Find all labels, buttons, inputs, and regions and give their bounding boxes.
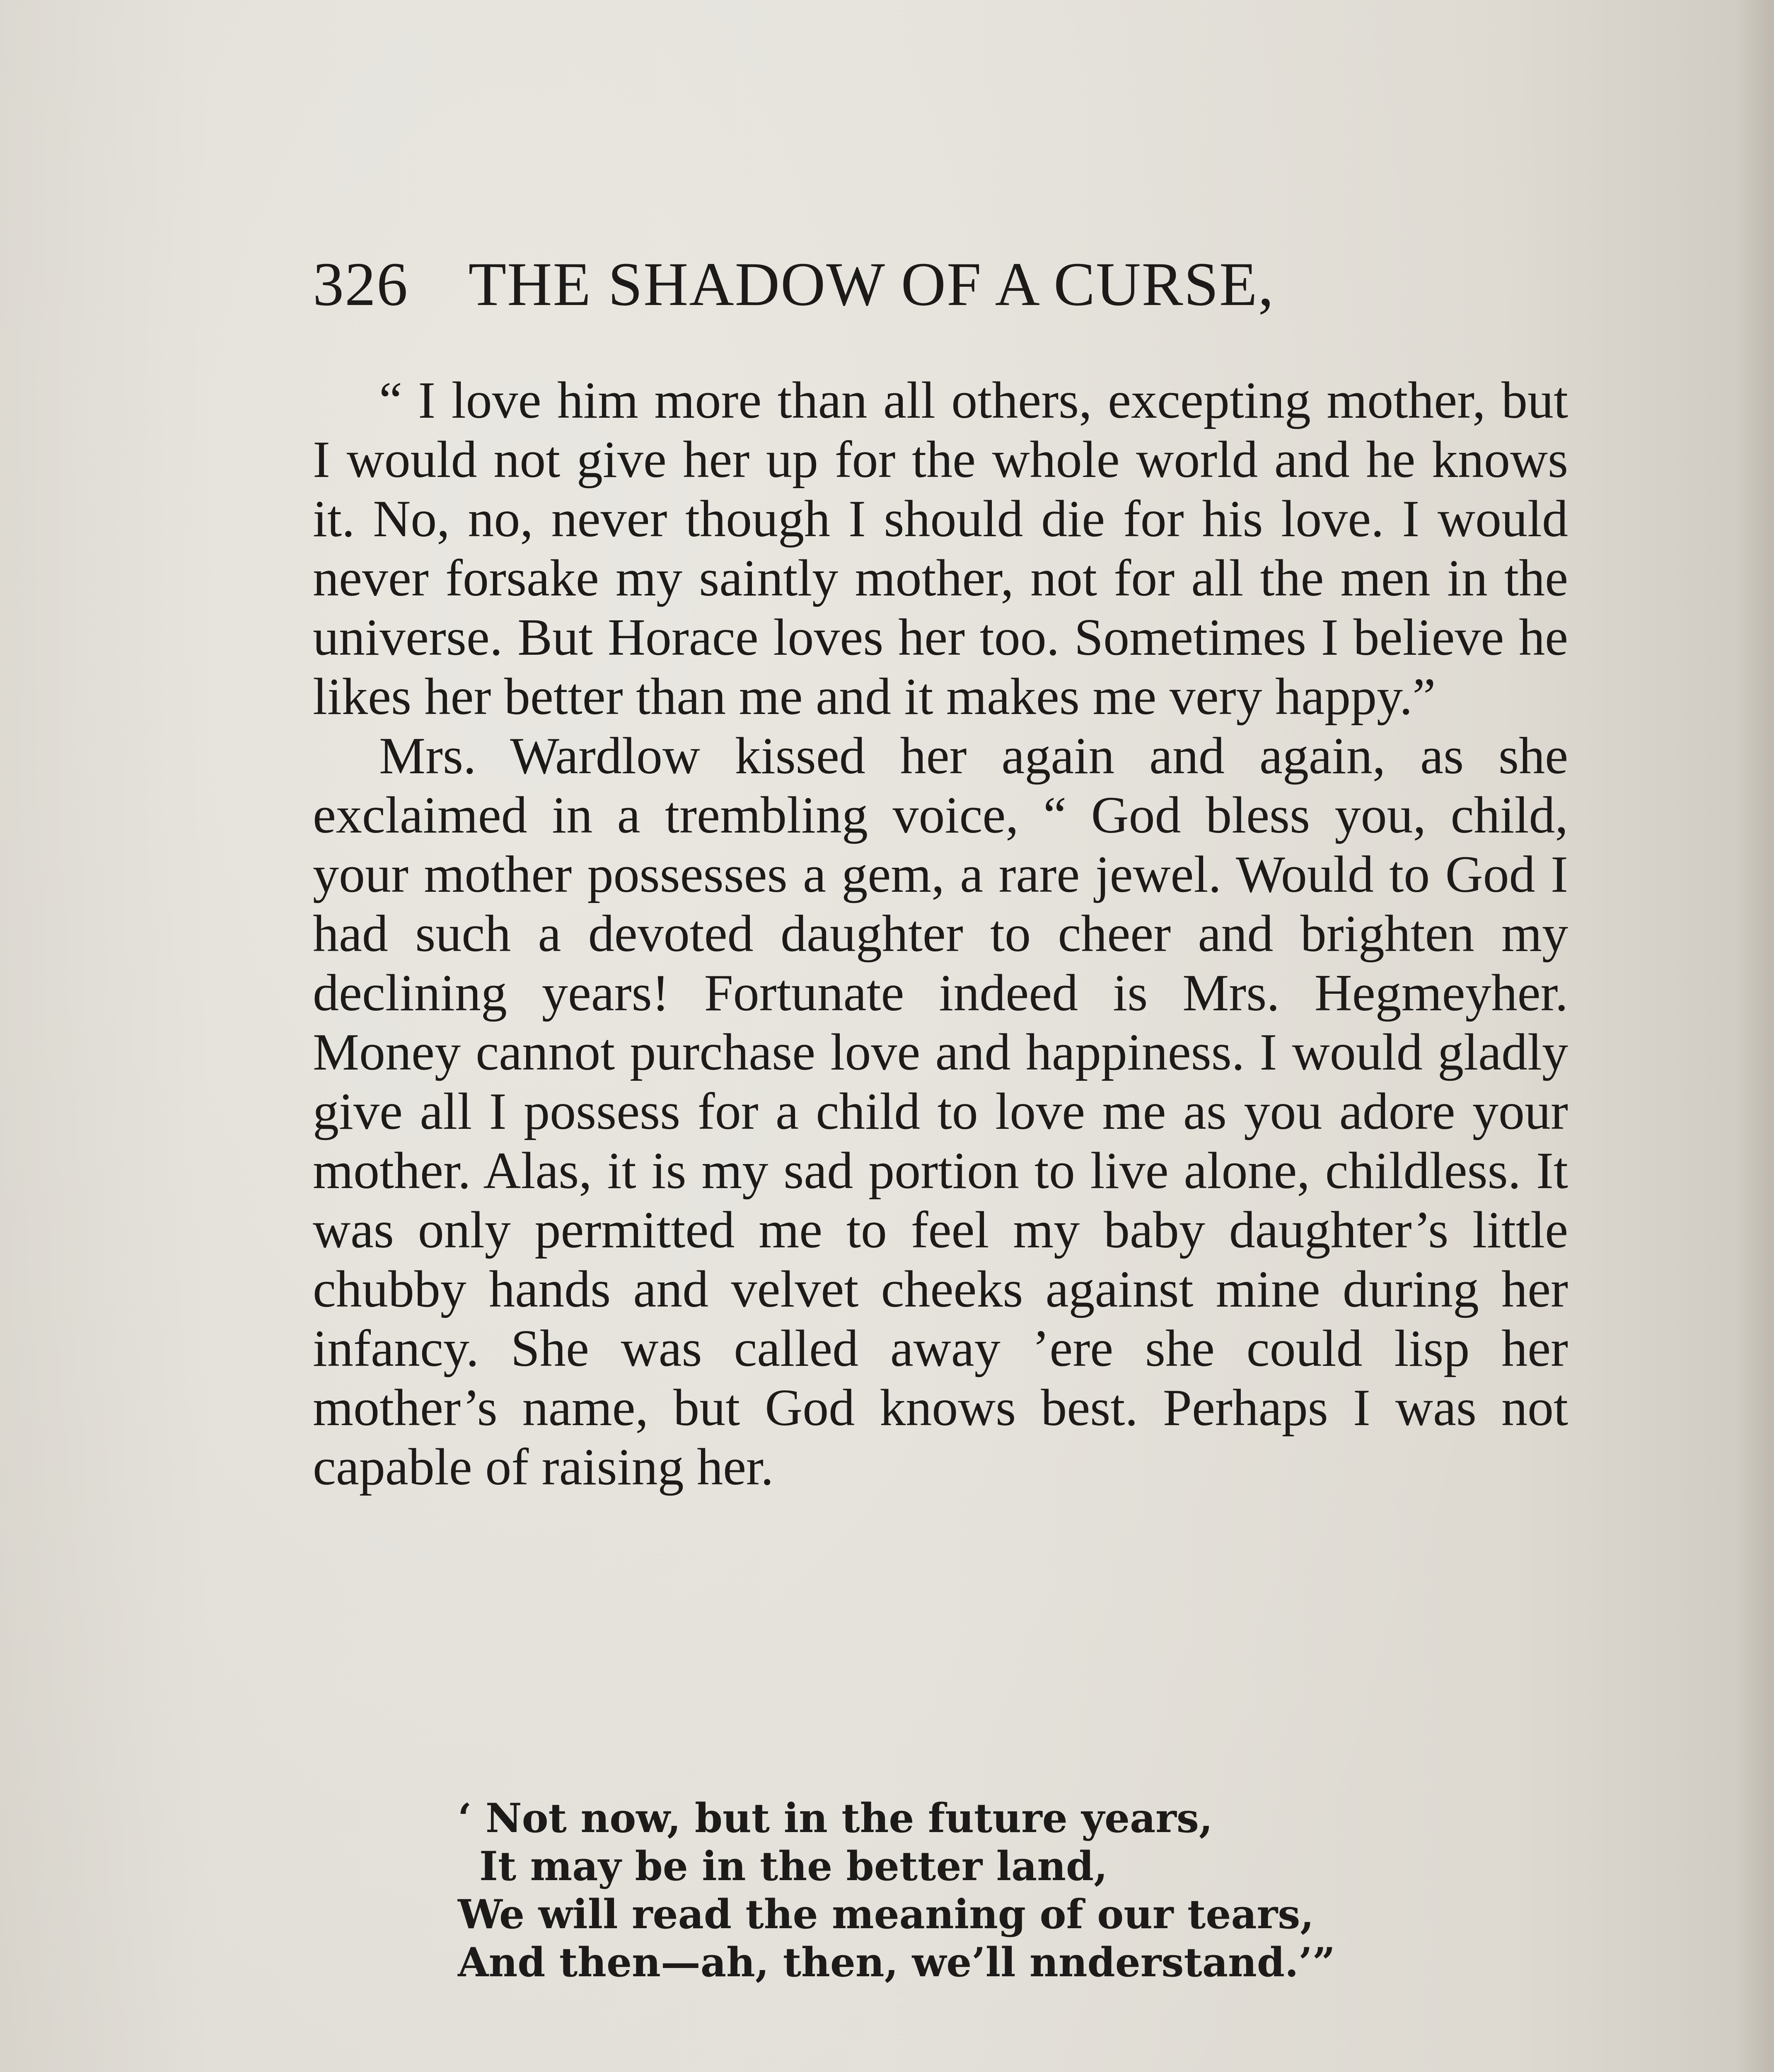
running-title: THE SHADOW OF A CURSE, [468, 250, 1275, 319]
poem-quote [458, 1794, 1452, 1987]
page-header [313, 249, 1572, 327]
paragraph-1: “ I love him more than all others, excepting mother, but I would not give her up for the whole world and he knows it. No, no, never though I should die for his love. I would never forsake my saintly mother, not for all the men in the universe. But Horace loves her too. Sometimes I believe he likes her better than me and it makes me very happy.” [313, 372, 1568, 726]
page-number: 326 [313, 250, 408, 319]
poem-line-4: And then—ah, then, we’ll nnderstand.’” [458, 1939, 1335, 1986]
poem-line-3: We will read the meaning of our tears, [458, 1891, 1314, 1938]
body-text [313, 371, 1568, 1497]
page-edge-shadow [1737, 0, 1774, 2072]
poem-line-2: It may be in the better land, [479, 1843, 1108, 1890]
paragraph-2: Mrs. Wardlow kissed her again and again, as she exclaimed in a trembling voice, “ God bless you, child, your mother possesses a gem, a rare jewel. Would to God I had such a devoted daughter to cheer and brighten my declining years! Fortunate indeed is Mrs. Hegmeyher. Money cannot purchase love and happiness. I would gladly give all I possess for a child to love me as you adore your mother. Alas, it is my sad portion to live alone, childless. It was only permitted me to feel my baby daughter’s little chubby hands and velvet cheeks against mine during her infancy. She was called away ’ere she could lisp her mother’s name, but God knows best. Perhaps I was not capable of raising her. [313, 727, 1568, 1496]
poem-line-1: ‘ Not now, but in the future years, [458, 1795, 1213, 1842]
